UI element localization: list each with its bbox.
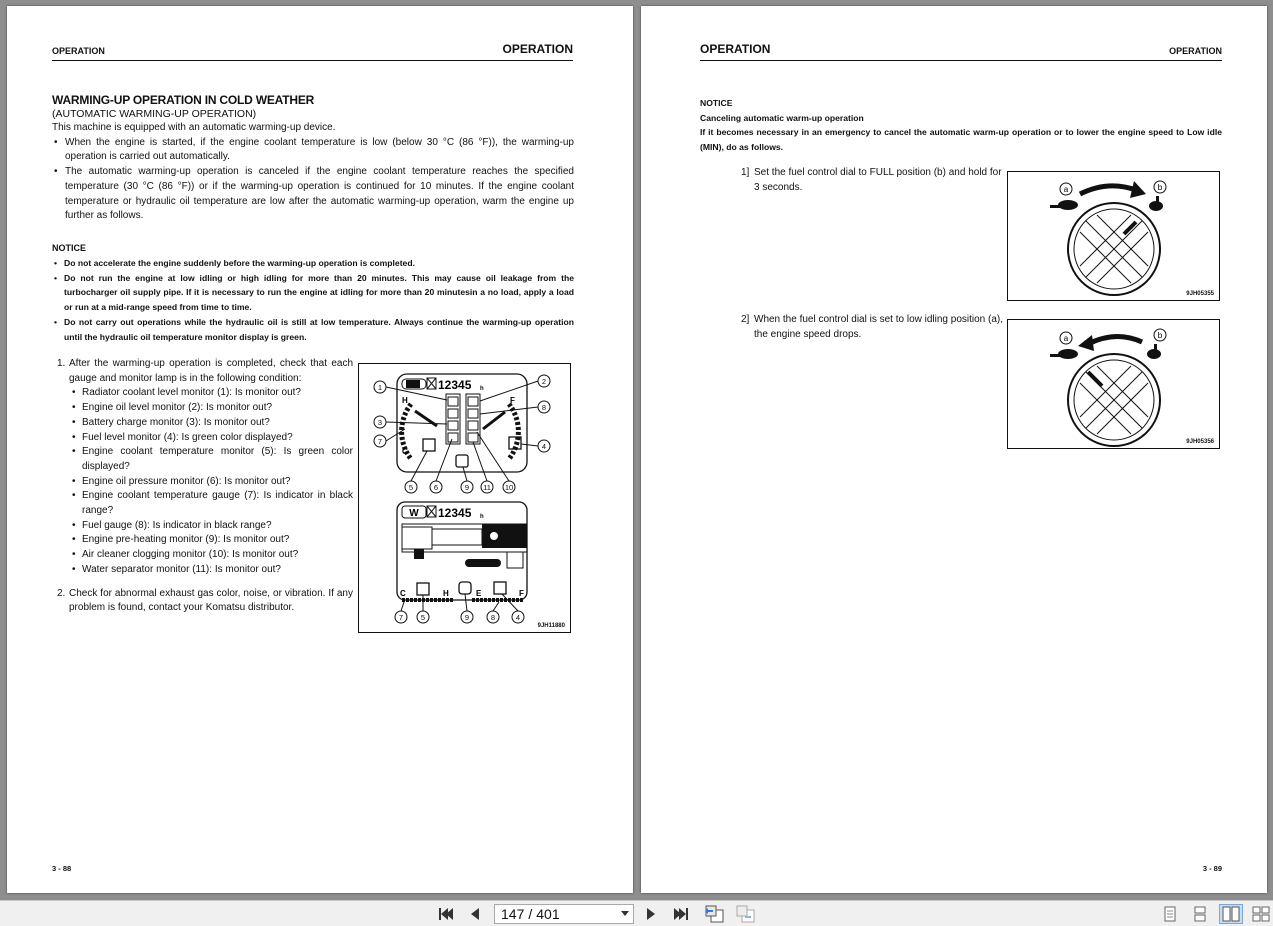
check-item: • Fuel gauge (8): Is indicator in black range? xyxy=(57,519,353,534)
check-item: • Engine pre-heating monitor (9): Is monitor out? xyxy=(57,533,353,548)
check-item: • Air cleaner clogging monitor (10): Is monitor out? xyxy=(57,548,353,563)
monitor-panel-figure xyxy=(358,363,571,633)
gauge-f-label-lower: F xyxy=(519,589,524,598)
hourmeter-value-lower: 12345 xyxy=(438,506,472,520)
check-item: • Engine coolant temperature gauge (7): Is indicator in black range? xyxy=(57,489,353,518)
step-text: After the warming-up operation is completed, check that each gauge and monitor lamp is in the following condition: xyxy=(69,358,353,384)
gauge-f-label: F xyxy=(510,396,515,405)
page-header xyxy=(700,41,1222,61)
gauge-e-label-lower: E xyxy=(476,589,482,598)
notice-item: • Do not carry out operations while the hydraulic oil is still at low temperature. Always continue the warming-up operation until the hydraulic oil temperature monitor display is green. xyxy=(52,315,574,344)
dial-figure-full xyxy=(1007,171,1220,301)
label-a: a xyxy=(1063,334,1069,343)
notice-item: • Do not run the engine at low idling or high idling for more than 20 minutes. This may cause oil leakage from the turbocharger oil supply pipe. If it is necessary to run the engine at idling for more than 20 minutesin a no load, apply a load or run at a mid-range speed from time to time. xyxy=(52,271,574,315)
gauge-c-label: C xyxy=(402,447,408,456)
callout-8: 8 xyxy=(541,403,547,412)
next-view-icon[interactable] xyxy=(736,904,756,924)
check-item: • Fuel level monitor (4): Is green color displayed? xyxy=(57,431,353,446)
turtle-icon xyxy=(1058,200,1078,210)
page-number-input[interactable] xyxy=(494,904,634,924)
notice-item: • Do not accelerate the engine suddenly before the warming-up operation is completed. xyxy=(52,256,574,271)
step-2 xyxy=(57,587,353,616)
monitor-panel-diagram xyxy=(359,364,570,632)
gauge-c-label-lower: C xyxy=(400,589,406,598)
step-1 xyxy=(741,166,1003,195)
single-page-view-icon[interactable] xyxy=(1158,904,1182,924)
callout-2: 2 xyxy=(541,377,547,386)
gauge-h-label: H xyxy=(402,396,408,405)
prev-page-icon[interactable] xyxy=(465,904,485,924)
label-b: b xyxy=(1157,331,1163,340)
step-2 xyxy=(741,313,1003,342)
notice-block xyxy=(700,96,1222,155)
page-dropdown-icon[interactable] xyxy=(621,911,629,916)
label-a: a xyxy=(1063,185,1069,194)
step-text: Check for abnormal exhaust gas color, noise, or vibration. If any problem is found, contact your Komatsu distributor. xyxy=(69,587,353,614)
right-page xyxy=(641,6,1267,893)
total-pages: 401 xyxy=(536,906,560,922)
gauge-h-label-lower: H xyxy=(443,589,449,598)
header-right: OPERATION xyxy=(502,42,573,56)
fuel-dial-full-diagram xyxy=(1008,172,1219,300)
step-number: 2. xyxy=(57,587,66,599)
callout-6: 6 xyxy=(433,483,439,492)
callout-5-lower: 5 xyxy=(420,613,426,622)
step-number: 1] xyxy=(741,167,750,178)
callout-7-lower: 7 xyxy=(398,613,404,622)
step-text: When the fuel control dial is set to low idling position (a), the engine speed drops. xyxy=(754,314,1004,340)
callout-9-lower: 9 xyxy=(464,613,470,622)
fuel-dial-idle-diagram xyxy=(1008,320,1219,448)
callout-3: 3 xyxy=(377,418,383,427)
check-item: • Water separator monitor (11): Is monitor out? xyxy=(57,563,353,578)
header-left: OPERATION xyxy=(52,46,105,56)
page-number: 3 - 89 xyxy=(1202,864,1222,873)
notice-title: NOTICE xyxy=(700,98,733,108)
step-number: 1. xyxy=(57,358,66,369)
notice-text: If it becomes necessary in an emergency to cancel the automatic warm-up operation or to lower the engine speed to Low idle (MIN), do as follows. xyxy=(700,127,1222,153)
callout-11: 11 xyxy=(483,483,491,492)
callout-9: 9 xyxy=(464,483,470,492)
page-separator: / xyxy=(528,906,533,922)
header-right: OPERATION xyxy=(1169,46,1222,56)
callout-5: 5 xyxy=(408,483,414,492)
callout-7: 7 xyxy=(377,437,383,446)
bullet-item: • The automatic warming-up operation is canceled if the engine coolant temperature reaches the specified temperature (30 °C (86 °F)) or if the warming-up operation is continued for 10 minutes. If the engine coolant temperature or hydraulic oil temperature are low after the automatic warming-up operation, warm the engine up further as follows. xyxy=(52,165,574,224)
header-left: OPERATION xyxy=(700,42,771,56)
notice-title: NOTICE xyxy=(52,243,87,253)
callout-4-lower: 4 xyxy=(515,613,521,622)
section-subtitle: (AUTOMATIC WARMING-UP OPERATION) xyxy=(52,108,257,120)
two-page-continuous-view-icon[interactable] xyxy=(1249,904,1273,924)
label-b: b xyxy=(1157,183,1163,192)
two-page-view-icon[interactable] xyxy=(1219,904,1243,924)
section-title: WARMING-UP OPERATION IN COLD WEATHER xyxy=(52,93,315,107)
step-1 xyxy=(57,357,353,386)
callout-4: 4 xyxy=(541,442,547,451)
step-number: 2] xyxy=(741,314,750,325)
dial-figure-idle xyxy=(1007,319,1220,449)
check-item: • Engine oil level monitor (2): Is monitor out? xyxy=(57,401,353,416)
hourmeter-unit: h xyxy=(480,386,484,392)
viewer-toolbar xyxy=(0,900,1273,926)
continuous-view-icon[interactable] xyxy=(1188,904,1212,924)
figure-code: 9JH11880 xyxy=(537,623,565,629)
figure-code: 9JH05355 xyxy=(1186,291,1214,297)
notice-subtitle: Canceling automatic warm-up operation xyxy=(700,112,864,123)
figure-code: 9JH05356 xyxy=(1186,439,1214,445)
step-text: Set the fuel control dial to FULL position (b) and hold for 3 seconds. xyxy=(754,167,1002,193)
check-item: • Battery charge monitor (3): Is monitor out? xyxy=(57,416,353,431)
first-page-icon[interactable] xyxy=(435,904,455,924)
next-page-icon[interactable] xyxy=(641,904,661,924)
w-label: W xyxy=(409,508,419,519)
check-item: • Engine coolant temperature monitor (5): Is green color displayed? xyxy=(57,445,353,474)
turtle-icon xyxy=(1058,349,1078,359)
hourmeter-value: 12345 xyxy=(438,378,472,392)
left-page xyxy=(7,6,633,893)
previous-view-icon[interactable] xyxy=(705,904,725,924)
intro-text: This machine is equipped with an automatic warming-up device. xyxy=(52,122,336,133)
hourmeter-unit-lower: h xyxy=(480,514,484,520)
check-item: • Engine oil pressure monitor (6): Is monitor out? xyxy=(57,475,353,490)
check-item: • Radiator coolant level monitor (1): Is monitor out? xyxy=(57,386,353,401)
last-page-icon[interactable] xyxy=(672,904,692,924)
callout-8-lower: 8 xyxy=(490,613,496,622)
bullet-item: • When the engine is started, if the engine coolant temperature is low (below 30 °C (86 °F)), the warming-up operation is carried out automatically. xyxy=(52,136,574,165)
page-number: 3 - 88 xyxy=(52,864,72,873)
page-header xyxy=(52,41,573,61)
callout-10: 10 xyxy=(504,483,514,492)
current-page: 147 xyxy=(501,906,525,922)
notice-list xyxy=(52,256,574,344)
callout-1: 1 xyxy=(377,383,383,392)
steps-list xyxy=(57,357,353,616)
intro-block xyxy=(52,121,574,224)
